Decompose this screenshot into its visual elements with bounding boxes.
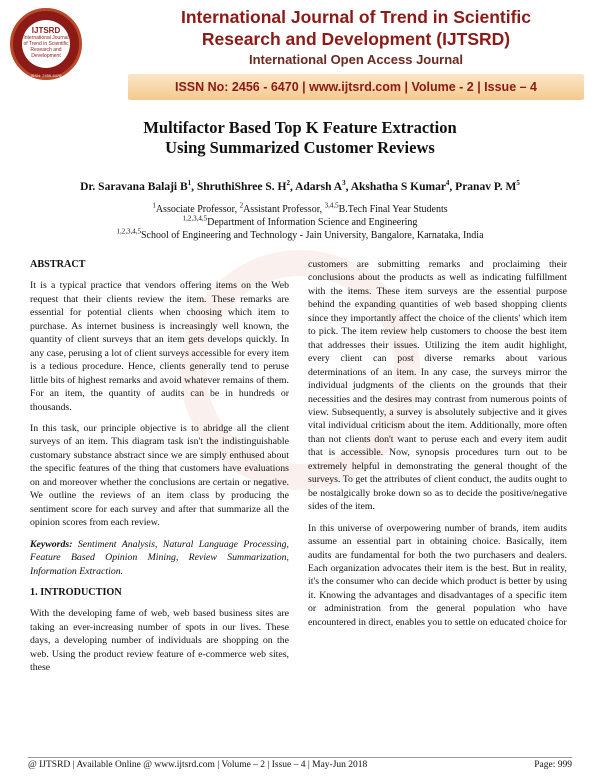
author-sup: 2 <box>286 179 290 188</box>
journal-subtitle: International Open Access Journal <box>248 52 464 67</box>
body-paragraph: In this universe of overpowering number of brands, item audits assume an essential part in obtaining choice. Basically, item audits are fundamental for both the two purchasers and dealers. Each organization advocates their item is the best. But in reality, it's the consumer who can decide which product is better by using it. Knowing the advantages and disadvantages of a specific item or administration from the general population who have encountered in direct, enables you to settle on educated choice for <box>308 522 567 628</box>
author-name: ShruthiShree S. H <box>196 181 287 193</box>
affil-text: Department of Information Science and Engineering <box>207 217 418 228</box>
left-column <box>30 258 289 683</box>
affil-sup: 1 <box>152 201 156 210</box>
logo-caption: International Journal of Trend in Scientific Research and Development <box>23 35 69 59</box>
affil-text: Associate Professor, <box>155 204 240 215</box>
author-name: Adarsh A <box>295 181 343 193</box>
paper-title <box>60 118 540 158</box>
keywords-text: Sentiment Analysis, Natural Language Processing, Feature Based Opinion Mining, Review Summarization, Information Extraction. <box>30 538 289 577</box>
journal-title-line1: International Journal of Trend in Scientific <box>180 7 532 27</box>
abstract-heading: ABSTRACT <box>30 259 86 270</box>
author-sup: 4 <box>445 179 450 188</box>
affil-sup: 1,2,3,4,5 <box>116 227 141 236</box>
keywords <box>30 538 289 578</box>
author-sup: 1 <box>187 179 192 188</box>
logo-issn: ISSN: 2456-6470 <box>30 73 62 78</box>
affil-sup: 2 <box>239 201 244 210</box>
affil-text: School of Engineering and Technology - Jain University, Bangalore, Karnataka, India <box>140 230 484 241</box>
affil-sup: 3,4,5 <box>324 201 339 210</box>
affil-sup: 1,2,3,4,5 <box>182 214 208 223</box>
journal-title-line2: Research and Development (IJTSRD) <box>201 29 511 49</box>
footer-divider <box>28 757 572 758</box>
footer-info: @ IJTSRD | Available Online @ www.ijtsrd.com | Volume – 2 | Issue – 4 | May-Jun 2018 <box>28 760 368 770</box>
abstract-paragraph: In this task, our principle objective is to abridge all the client surveys of an item. This diagram task isn't the indistinguishable customary substance abstract since we are simply enthused about the specific features of the thing that customers have evaluations on and moreover whether the conclusions are certain or negative. We outline the reviews of an item class by producing the sentiment score for each survey and after that summarize all the opinion scores from each review. <box>30 422 289 529</box>
affil-text: B.Tech Final Year Students <box>338 204 448 215</box>
paper-title-line1: Multifactor Based Top K Feature Extraction <box>143 118 457 137</box>
page-number: Page: 999 <box>534 760 572 770</box>
journal-title <box>160 6 552 50</box>
page-footer <box>28 760 572 770</box>
author-sup: 3 <box>342 179 346 188</box>
affiliation-roles <box>40 201 560 216</box>
body-paragraph: With the developing fame of web, web based business sites are taking an ever-increasing number of spots in our lives. These days, a developing number of individuals are shopping on the web. Using the product review feature of e-commerce web sites, these <box>30 608 289 674</box>
issn-band: ISSN No: 2456 - 6470 | www.ijtsrd.com | Volume - 2 | Issue – 4 <box>128 74 584 100</box>
logo-text: IJTSRD <box>31 26 61 35</box>
journal-header <box>0 0 600 108</box>
author-name: Pranav P. M <box>455 181 517 193</box>
affiliation-school <box>40 227 560 242</box>
author-name: Dr. Saravana Balaji B <box>80 181 188 193</box>
body-paragraph: customers are submitting remarks and proclaiming their conclusions about the products as well as indicating fulfillment with the items. These item surveys are the essential purpose behind the expanding quantities of web based shopping clients since they importantly affect the choice of the clients' which item to pick. The item review help customers to choose the best item that addresses their issues. Utilizing the item audit highlight, every client can post diverse remarks about various determinations of an item. In any case, the surveys mirror the individual judgments of the clients on the grounds that their necessities and the desires may contrast from numerous points of view. Subsequently, a survey is absolutely subjective and it gives vital individual criticism about the item. Additionally, more often than not clients don't want to peruse each and every item audit that is accessible. Now, synopsis procedures turn out to be extremely helpful in demonstrating the general thought of the surveys. To get the attributes of client conduct, the audits ought to be nostalgically broke down so as to decide the positive/negative sides of the item. <box>308 259 567 513</box>
author-sup: 5 <box>516 179 520 188</box>
author-name: Akshatha S Kumar <box>350 181 446 193</box>
right-column <box>308 258 567 637</box>
author-list: Dr. Saravana Balaji $B^1$, ShruthiShree S. $H^2$, Adarsh $A^3$, Akshatha S Kumar$^4$, Pranav P. $M^5$ <box>80 179 520 193</box>
journal-logo <box>10 8 82 80</box>
keywords-label: Keywords: <box>30 538 73 550</box>
intro-heading: 1. INTRODUCTION <box>30 586 122 598</box>
abstract-paragraph: It is a typical practice that vendors offering items on the Web request that their clients review the item. These remarks are essential for potential clients when choosing which item to purchase. As internet business is increasingly well known, the quantity of client surveys that an item gets develops quickly. In any case, perusing a lot of client surveys accessible for every item is a tedious procedure. Hence, clients generally tend to peruse little bits of highest remarks and avoid whatever remains of them. For an item, the quantity of audits can be in hundreds or thousands. <box>30 280 289 413</box>
paper-title-line2: Using Summarized Customer Reviews <box>165 138 435 157</box>
affil-text: Assistant Professor, <box>243 204 325 215</box>
